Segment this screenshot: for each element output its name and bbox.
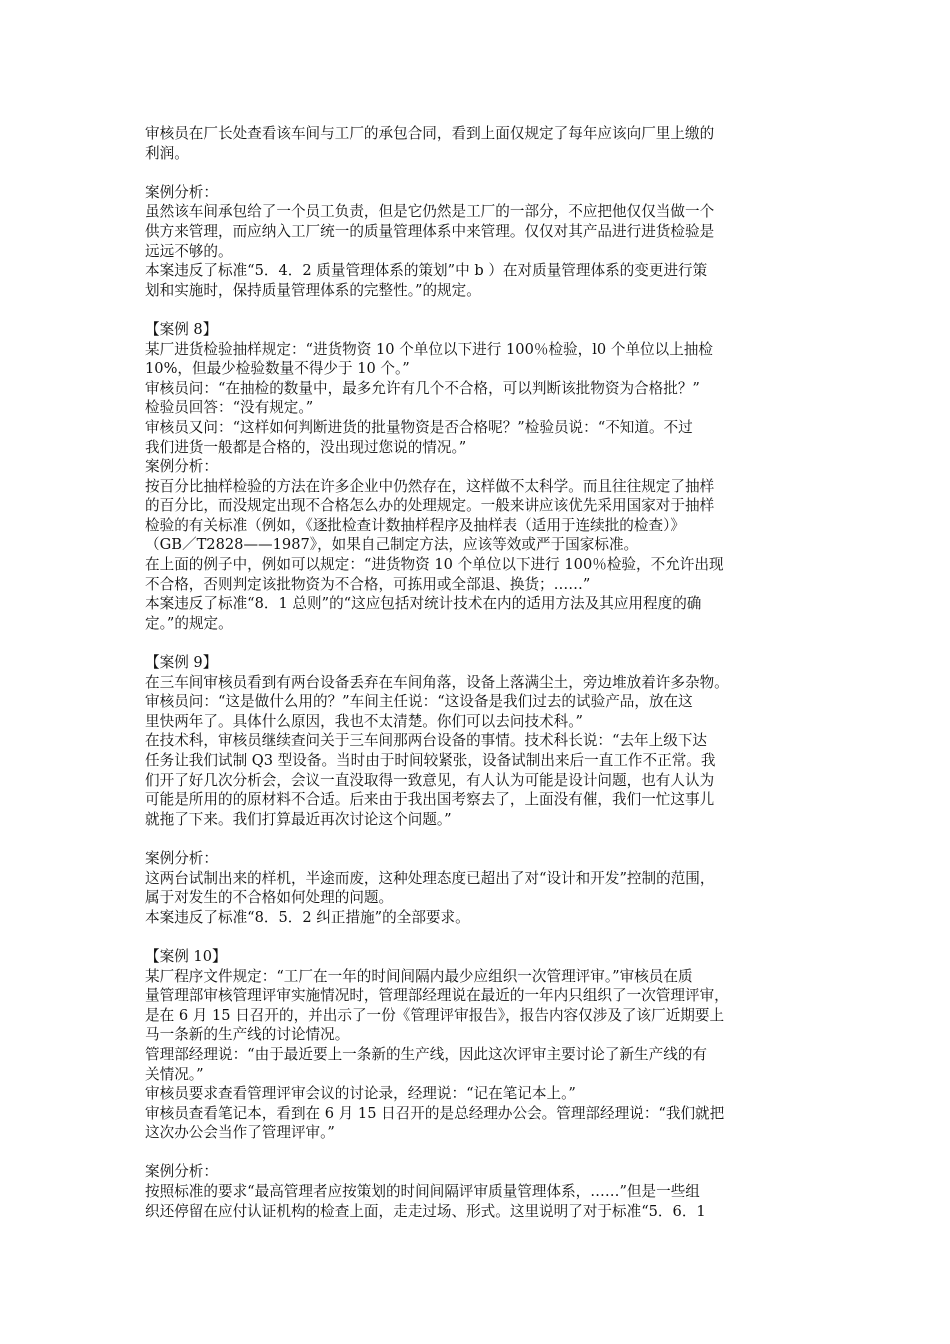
document-body <box>145 124 807 1221</box>
text-block <box>145 1162 807 1221</box>
text-line: 们开了好几次分析会，会议一直没取得一致意见，有人认为可能是设计问题，也有人认为 <box>145 771 715 789</box>
text-line: 在上面的例子中，例如可以规定：“进货物资 10 个单位以下进行 100％检验，不允许出现 <box>145 556 724 574</box>
text-line: 审核员问：“在抽检的数量中，最多允许有几个不合格，可以判断该批物资为合格批？” <box>145 379 700 397</box>
text-line: 虽然该车间承包给了一个员工负责，但是它仍然是工厂的一部分，不应把他仅仅当做一个 <box>145 203 715 221</box>
text-line: 审核员要求查看管理评审会议的讨论录，经理说：“记在笔记本上。” <box>145 1085 576 1103</box>
text-line: 【案例 9】 <box>145 654 218 672</box>
text-line: 审核员问：“这是做什么用的？”车间主任说：“这设备是我们过去的试验产品，放在这 <box>145 693 693 711</box>
text-line: 划和实施时，保持质量管理体系的完整性。”的规定。 <box>145 281 481 299</box>
text-line: 里快两年了。具体什么原因，我也不太清楚。你们可以去问技术科。” <box>145 712 583 730</box>
text-line: 10%，但最少检验数量不得少于 10 个。” <box>145 360 410 378</box>
text-line: 属于对发生的不合格如何处理的问题。 <box>145 889 394 907</box>
text-line: 就拖了下来。我们打算最近再次讨论这个问题。” <box>145 810 452 828</box>
text-line: 在技术科，审核员继续查问关于三车间那两台设备的事情。技术科长说：“去年上级下达 <box>145 732 708 750</box>
text-block <box>145 947 807 1143</box>
paragraph-gap <box>145 927 807 947</box>
text-line: 某厂程序文件规定：“工厂在一年的时间间隔内最少应组织一次管理评审。”审核员在质 <box>145 967 693 985</box>
text-block <box>145 124 807 163</box>
text-line: 是在 6 月 15 日召开的，并出示了一份《管理评审报告》，报告内容仅涉及了该厂近期要上 <box>145 1006 725 1024</box>
text-line: 案例分析： <box>145 183 218 201</box>
text-line: 检验的有关标准（例如，《逐批检查计数抽样程序及抽样表（适用于连续批的检查）》 <box>145 516 685 534</box>
text-line: 在三车间审核员看到有两台设备丢弃在车间角落，设备上落满尘土，旁边堆放着许多杂物。 <box>145 673 729 691</box>
text-line: 远远不够的。 <box>145 242 233 260</box>
text-line: 供方来管理，而应纳入工厂统一的质量管理体系中来管理。仅仅对其产品进行进货检验是 <box>145 222 715 240</box>
text-line: 这两台试制出来的样机，半途而废，这种处理态度已超出了对“设计和开发”控制的范围， <box>145 869 715 887</box>
text-block <box>145 320 807 634</box>
text-line: 案例分析： <box>145 458 218 476</box>
text-line: 案例分析： <box>145 849 218 867</box>
text-line: 不合格，否则判定该批物资为不合格，可拣用或全部退、换货；……” <box>145 575 591 593</box>
text-line: 管理部经理说：“由于最近要上一条新的生产线，因此这次评审主要讨论了新生产线的有 <box>145 1045 708 1063</box>
text-line: 【案例 8】 <box>145 320 218 338</box>
paragraph-gap <box>145 1143 807 1163</box>
text-line: 织还停留在应付认证机构的检查上面，走走过场、形式。这里说明了对于标准“5．6．1 <box>145 1202 706 1220</box>
text-line: 某厂进货检验抽样规定：“进货物资 10 个单位以下进行 100％检验，l0 个单位以上抽检 <box>145 340 713 358</box>
text-line: 可能是所用的的原材料不合适。后来由于我出国考察去了，上面没有催，我们一忙这事儿 <box>145 791 715 809</box>
text-line: （GB／T2828——1987》，如果自己制定方法，应该等效或严于国家标准。 <box>145 536 639 554</box>
paragraph-gap <box>145 163 807 183</box>
paragraph-gap <box>145 829 807 849</box>
text-line: 按照标准的要求“最高管理者应按策划的时间间隔评审质量管理体系，……”但是一些组 <box>145 1183 700 1201</box>
text-line: 审核员查看笔记本，看到在 6 月 15 日召开的是总经理办公会。管理部经理说：“我们就把 <box>145 1104 725 1122</box>
text-line: 定。”的规定。 <box>145 614 233 632</box>
text-block <box>145 849 807 927</box>
text-line: 我们进货一般都是合格的，没出现过您说的情况。” <box>145 438 467 456</box>
text-line: 马一条新的生产线的讨论情况。 <box>145 1026 350 1044</box>
text-line: 量管理部审核管理评审实施情况时，管理部经理说在最近的一年内只组织了一次管理评审， <box>145 987 729 1005</box>
paragraph-gap <box>145 633 807 653</box>
text-line: 这次办公会当作了管理评审。” <box>145 1124 335 1142</box>
text-line: 【案例 10】 <box>145 947 227 965</box>
text-line: 的百分比，而没规定出现不合格怎么办的处理规定。一般来讲应该优先采用国家对于抽样 <box>145 497 715 515</box>
text-line: 审核员又问：“这样如何判断进货的批量物资是否合格呢？”检验员说：“不知道。不过 <box>145 418 693 436</box>
text-line: 检验员回答：“没有规定。” <box>145 399 314 417</box>
text-line: 案例分析： <box>145 1163 218 1181</box>
text-line: 利润。 <box>145 144 189 162</box>
text-block <box>145 653 807 829</box>
paragraph-gap <box>145 300 807 320</box>
text-line: 本案违反了标准“5．4．2 质量管理体系的策划”中 b ）在对质量管理体系的变更进行策 <box>145 262 708 280</box>
text-line: 本案违反了标准“8．1 总则”的“这应包括对统计技术在内的适用方法及其应用程度的确 <box>145 595 702 613</box>
text-line: 本案违反了标准“8．5．2 纠正措施”的全部要求。 <box>145 908 470 926</box>
text-line: 审核员在厂长处查看该车间与工厂的承包合同，看到上面仅规定了每年应该向厂里上缴的 <box>145 125 715 142</box>
text-line: 关情况。” <box>145 1065 204 1083</box>
text-block <box>145 183 807 301</box>
text-line: 任务让我们试制 Q3 型设备。当时由于时间较紧张，设备试制出来后一直工作不正常。我 <box>145 752 716 769</box>
text-line: 按百分比抽样检验的方法在许多企业中仍然存在，这样做不太科学。而且往往规定了抽样 <box>145 477 715 495</box>
